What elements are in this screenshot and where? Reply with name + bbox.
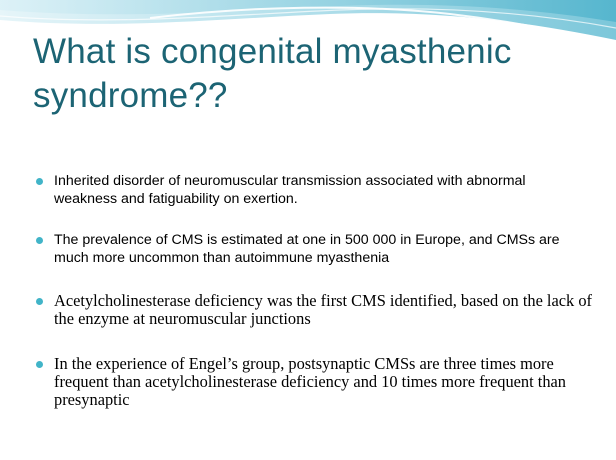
slide-title: What is congenital myasthenic syndrome?? bbox=[33, 32, 512, 115]
bullet-text: Inherited disorder of neuromuscular transmission associated with abnormal weakness and fatiguability on exertion. bbox=[54, 173, 526, 207]
bullet-dot-icon bbox=[36, 237, 43, 244]
bullet-item bbox=[36, 231, 592, 267]
bullet-list bbox=[36, 172, 592, 409]
bullet-text: In the experience of Engel’s group, postsynaptic CMSs are three times more frequent than acetylcholinesterase deficiency and 10 times more frequent than presynaptic bbox=[54, 354, 566, 409]
bullet-dot-icon bbox=[36, 298, 43, 305]
bullet-dot-icon bbox=[36, 361, 43, 368]
bullet-item bbox=[36, 292, 592, 328]
bullet-item bbox=[36, 355, 592, 409]
bullet-text: The prevalence of CMS is estimated at one in 500 000 in Europe, and CMSs are much more uncommon than autoimmune myasthenia bbox=[54, 232, 560, 266]
bullet-dot-icon bbox=[36, 178, 43, 185]
bullet-text: Acetylcholinesterase deficiency was the first CMS identified, based on the lack of the enzyme at neuromuscular junctions bbox=[54, 291, 592, 328]
bullet-item bbox=[36, 172, 592, 208]
